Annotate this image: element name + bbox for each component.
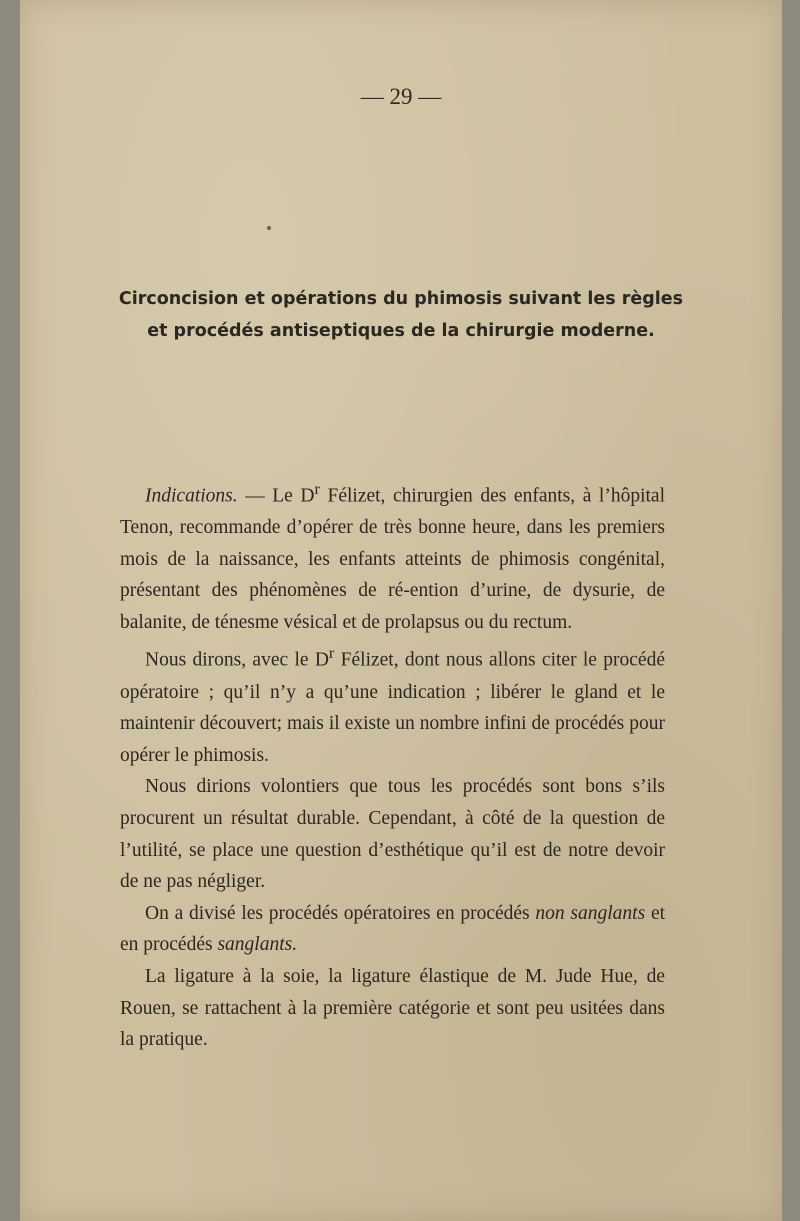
page-number: — 29 — <box>360 84 442 109</box>
superscript: r <box>314 480 320 498</box>
emphasis-text: sanglants. <box>217 934 298 956</box>
book-page <box>20 0 782 1221</box>
paragraph-text: et en procédés <box>120 902 666 956</box>
superscript: r <box>328 644 335 663</box>
paragraph-text: Félizet, chirurgien des enfants, à l’hôpital Tenon, recommande d’opérer de très bonne heure, dans les premiers mois de la naissance, les enfants atteints de phimosis congénital, présentant des phénomènes de ré-ention d’urine, de dysurie, de balanite, de ténesme vésical et de prolapsus ou du rectum. <box>120 485 665 633</box>
heading-line-1: Circoncision et opérations du phimosis suivant les règles <box>118 289 684 309</box>
paragraph-text: — Le D <box>237 485 315 507</box>
body-text <box>120 474 665 1056</box>
indications-label: Indications. <box>145 485 238 507</box>
paragraph-5: La ligature à la soie, la ligature élastique de M. Jude Hue, de Rouen, se rattachent à la première catégorie et sont peu usitées dans la pratique. <box>120 965 665 1051</box>
paragraph-4 <box>120 898 665 961</box>
paragraph-3: Nous dirions volontiers que tous les procédés sont bons s’ils procurent un résultat durable. Cependant, à côté de la question de l’utilité, se place une question d’esthétique qu’il est de notre devoir de ne pas négliger. <box>120 776 665 893</box>
paper-speck <box>267 226 271 230</box>
paragraph-text: On a divisé les procédés opératoires en procédés <box>145 902 536 924</box>
paragraph-indications <box>120 474 665 638</box>
paragraph-text: Félizet, dont nous allons citer le procédé opératoire ; qu’il n’y a qu’une indication ; libérer le gland et le maintenir découvert; mais il existe un nombre infini de procédés pour opérer le phimosis. <box>120 649 665 766</box>
emphasis-text: non sanglants <box>535 902 646 924</box>
paragraph-text: Nous dirons, avec le D <box>145 649 329 671</box>
heading-line-2: et procédés antiseptiques de la chirurgie moderne. <box>147 321 655 341</box>
paragraph-2 <box>120 638 665 771</box>
section-heading <box>80 283 722 347</box>
